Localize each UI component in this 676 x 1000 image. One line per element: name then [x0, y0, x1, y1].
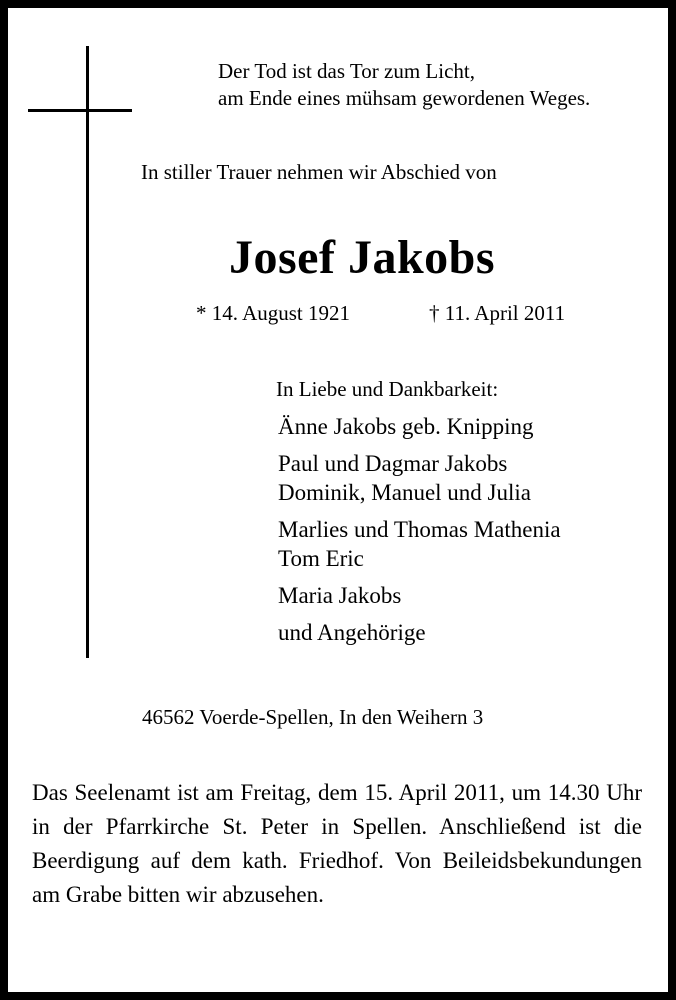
- mourner-line: Maria Jakobs: [278, 583, 402, 608]
- mourner-group: [278, 515, 561, 573]
- intro-text: In stiller Trauer nehmen wir Abschied von: [141, 160, 497, 184]
- address: 46562 Voerde-Spellen, In den Weihern 3: [142, 705, 484, 729]
- mourner-group: [278, 618, 561, 647]
- mourner-group: [278, 412, 561, 441]
- mourner-line: Marlies und Thomas Mathenia: [278, 517, 561, 542]
- mourner-line: Tom Eric: [278, 546, 364, 571]
- obituary-notice: [8, 8, 668, 992]
- mourner-line: Paul und Dagmar Jakobs: [278, 451, 508, 476]
- mourner-line: und Angehörige: [278, 620, 426, 645]
- deceased-name: Josef Jakobs: [228, 231, 496, 284]
- cross-icon: [86, 46, 89, 658]
- motto-line: Der Tod ist das Tor zum Licht,: [218, 59, 475, 83]
- mourner-group: [278, 581, 561, 610]
- death-date: † 11. April 2011: [429, 301, 566, 325]
- mourner-line: Dominik, Manuel und Julia: [278, 480, 531, 505]
- motto: [218, 58, 590, 112]
- service-announcement: Das Seelenamt ist am Freitag, dem 15. April 2011, um 14.30 Uhr in der Pfarrkirche St. Peter in Spellen. Anschließend ist die Beerdigung auf dem kath. Friedhof. Von Beileidsbekundungen am Grabe bitten wir abzusehen.: [32, 780, 642, 907]
- thanks-heading: In Liebe und Dankbarkeit:: [276, 377, 499, 401]
- cross-icon-bar: [28, 109, 132, 112]
- mourner-line: Änne Jakobs geb. Knipping: [278, 414, 534, 439]
- mourner-group: [278, 449, 561, 507]
- mourners-list: [278, 412, 561, 655]
- motto-line: am Ende eines mühsam gewordenen Weges.: [218, 86, 591, 110]
- birth-date: * 14. August 1921: [196, 301, 351, 325]
